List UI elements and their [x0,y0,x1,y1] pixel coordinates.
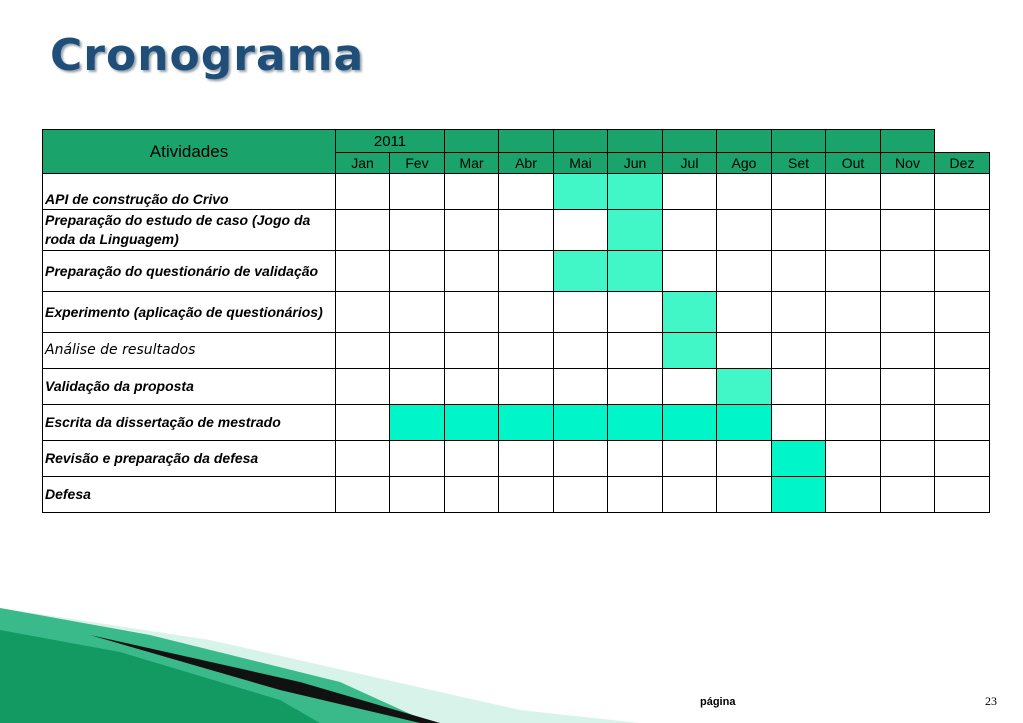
table-row [43,441,990,477]
schedule-cell [826,292,881,333]
schedule-table [42,129,990,513]
month-header-out: Out [826,153,881,174]
header-blank [445,130,499,153]
schedule-cell [772,405,826,441]
header-blank [663,130,717,153]
schedule-cell [390,210,445,251]
month-header-jul: Jul [663,153,717,174]
schedule-cell [445,174,499,210]
schedule-cell [772,174,826,210]
month-header-abr: Abr [499,153,554,174]
schedule-cell-active [390,405,445,441]
schedule-cell [935,174,990,210]
schedule-cell [445,210,499,251]
schedule-cell-active [554,174,608,210]
schedule-cell [881,292,935,333]
schedule-cell [772,251,826,292]
header-blank [554,130,608,153]
schedule-cell [336,477,390,513]
schedule-cell [390,477,445,513]
month-header-set: Set [772,153,826,174]
schedule-cell-active [445,405,499,441]
activity-label: API de construção do Crivo [43,174,336,210]
schedule-cell [336,333,390,369]
schedule-cell [390,441,445,477]
schedule-cell [881,441,935,477]
schedule-cell [608,441,663,477]
schedule-cell [499,210,554,251]
month-header-mai: Mai [554,153,608,174]
month-header-jun: Jun [608,153,663,174]
activity-label: Experimento (aplicação de questionários) [43,292,336,333]
schedule-cell [717,333,772,369]
schedule-cell-active [663,292,717,333]
month-header-mar: Mar [445,153,499,174]
schedule-cell [336,251,390,292]
table-row [43,251,990,292]
activities-header: Atividades [43,130,336,174]
schedule-cell [336,405,390,441]
schedule-cell [935,441,990,477]
table-row [43,210,990,251]
schedule-cell [881,174,935,210]
schedule-cell-active [772,441,826,477]
schedule-cell [554,292,608,333]
schedule-cell-active [608,210,663,251]
schedule-cell [663,251,717,292]
schedule-cell [608,333,663,369]
schedule-cell [499,441,554,477]
schedule-cell [336,174,390,210]
schedule-cell [445,251,499,292]
schedule-cell [663,174,717,210]
schedule-cell [554,477,608,513]
schedule-cell [499,369,554,405]
schedule-cell [717,441,772,477]
schedule-cell [935,251,990,292]
activity-label: Preparação do estudo de caso (Jogo da roda da Linguagem) [43,210,336,251]
month-header-dez: Dez [935,153,990,174]
table-row [43,477,990,513]
year-header: 2011 [336,130,445,153]
schedule-cell [881,251,935,292]
schedule-cell [881,477,935,513]
schedule-cell [390,333,445,369]
schedule-cell [608,477,663,513]
header-blank [772,130,826,153]
page-number: 23 [985,694,997,708]
month-header-jan: Jan [336,153,390,174]
header-blank [717,130,772,153]
activity-label: Análise de resultados [43,333,336,369]
activity-label: Defesa [43,477,336,513]
activity-label: Validação da proposta [43,369,336,405]
header-blank [608,130,663,153]
schedule-cell [499,292,554,333]
schedule-cell [772,333,826,369]
schedule-cell-active [608,174,663,210]
schedule-cell [826,210,881,251]
schedule-cell [881,333,935,369]
schedule-cell-active [717,369,772,405]
schedule-cell [935,405,990,441]
schedule-cell [881,369,935,405]
schedule-cell [445,369,499,405]
schedule-cell [717,251,772,292]
schedule-cell [881,210,935,251]
schedule-cell-active [663,333,717,369]
schedule-cell-active [717,405,772,441]
schedule-cell [881,405,935,441]
schedule-cell [499,174,554,210]
schedule-cell [935,210,990,251]
table-row [43,369,990,405]
schedule-cell [608,369,663,405]
table-row [43,292,990,333]
decorative-swoosh [0,600,1023,723]
month-header-fev: Fev [390,153,445,174]
schedule-cell-active [608,405,663,441]
schedule-cell [554,210,608,251]
activity-label: Revisão e preparação da defesa [43,441,336,477]
schedule-cell [935,333,990,369]
schedule-cell [554,369,608,405]
schedule-cell [554,441,608,477]
table-row [43,174,990,210]
activity-label: Preparação do questionário de validação [43,251,336,292]
schedule-cell [608,292,663,333]
schedule-cell [826,174,881,210]
schedule-cell [826,333,881,369]
schedule-cell-active [663,405,717,441]
schedule-cell [390,369,445,405]
schedule-cell [499,333,554,369]
schedule-cell [390,174,445,210]
schedule-cell-active [772,477,826,513]
schedule-cell [826,405,881,441]
header-blank [826,130,881,153]
schedule-cell [663,441,717,477]
schedule-cell [772,369,826,405]
month-header-ago: Ago [717,153,772,174]
schedule-cell [390,292,445,333]
schedule-cell-active [499,405,554,441]
month-header-nov: Nov [881,153,935,174]
schedule-cell [772,292,826,333]
schedule-cell [935,292,990,333]
schedule-cell [717,210,772,251]
schedule-cell [336,292,390,333]
slide-title: Cronograma [50,30,365,81]
schedule-cell [717,477,772,513]
table-row [43,333,990,369]
schedule-cell [772,210,826,251]
footer-label: página [700,696,736,708]
schedule-cell [826,369,881,405]
schedule-cell [826,441,881,477]
header-blank [881,130,935,153]
activity-label: Escrita da dissertação de mestrado [43,405,336,441]
schedule-cell [935,477,990,513]
header-blank [499,130,554,153]
schedule-cell [717,174,772,210]
schedule-cell [445,441,499,477]
schedule-cell [336,441,390,477]
schedule-cell-active [554,251,608,292]
schedule-cell [935,369,990,405]
schedule-cell-active [608,251,663,292]
schedule-cell [717,292,772,333]
table-row [43,405,990,441]
schedule-cell [390,251,445,292]
schedule-cell [336,210,390,251]
schedule-cell [499,251,554,292]
schedule-cell [663,369,717,405]
schedule-cell [445,333,499,369]
schedule-cell [663,477,717,513]
schedule-cell [554,333,608,369]
schedule-cell [445,292,499,333]
schedule-cell [663,210,717,251]
schedule-cell [336,369,390,405]
schedule-cell [826,251,881,292]
schedule-cell [499,477,554,513]
schedule-cell [445,477,499,513]
schedule-cell-active [554,405,608,441]
schedule-cell [826,477,881,513]
